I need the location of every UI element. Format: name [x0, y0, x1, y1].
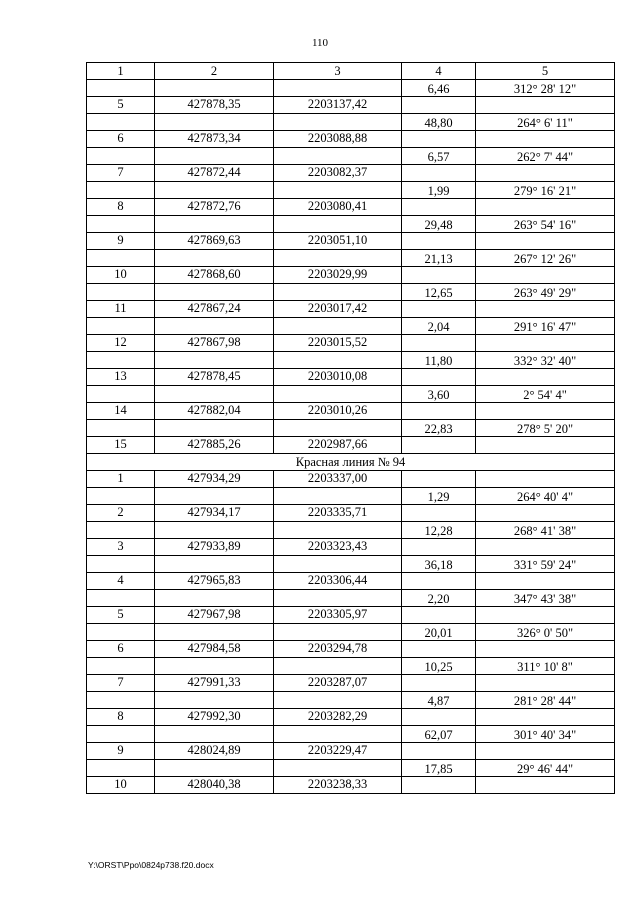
cell-y-coordinate: 2203017,42: [274, 301, 402, 318]
cell-bearing: [476, 301, 615, 318]
cell-distance: [402, 165, 476, 182]
cell-point-number: [87, 318, 155, 335]
cell-x-coordinate: [155, 726, 274, 743]
cell-bearing: [476, 709, 615, 726]
header-col-2: 2: [155, 63, 274, 80]
cell-bearing: [476, 573, 615, 590]
segment-row: [87, 760, 615, 777]
cell-distance: [402, 403, 476, 420]
cell-x-coordinate: [155, 658, 274, 675]
segment-row: [87, 148, 615, 165]
cell-point-number: 2: [87, 505, 155, 522]
cell-point-number: [87, 590, 155, 607]
cell-distance: 12,28: [402, 522, 476, 539]
cell-distance: 2,04: [402, 318, 476, 335]
cell-y-coordinate: 2203238,33: [274, 777, 402, 794]
cell-point-number: [87, 352, 155, 369]
cell-x-coordinate: 427967,98: [155, 607, 274, 624]
cell-point-number: [87, 386, 155, 403]
cell-x-coordinate: 427869,63: [155, 233, 274, 250]
cell-x-coordinate: 427992,30: [155, 709, 274, 726]
segment-row: [87, 284, 615, 301]
cell-point-number: 9: [87, 233, 155, 250]
cell-distance: 29,48: [402, 216, 476, 233]
cell-distance: 22,83: [402, 420, 476, 437]
cell-y-coordinate: 2203080,41: [274, 199, 402, 216]
cell-point-number: 15: [87, 437, 155, 454]
cell-point-number: 10: [87, 777, 155, 794]
cell-y-coordinate: [274, 692, 402, 709]
cell-y-coordinate: [274, 80, 402, 97]
cell-bearing: 263° 54' 16": [476, 216, 615, 233]
cell-distance: 4,87: [402, 692, 476, 709]
cell-distance: [402, 437, 476, 454]
cell-bearing: 331° 59' 24": [476, 556, 615, 573]
cell-bearing: [476, 777, 615, 794]
cell-bearing: 29° 46' 44": [476, 760, 615, 777]
cell-x-coordinate: 427934,29: [155, 471, 274, 488]
cell-distance: [402, 777, 476, 794]
cell-distance: 20,01: [402, 624, 476, 641]
cell-x-coordinate: [155, 182, 274, 199]
cell-bearing: [476, 675, 615, 692]
cell-x-coordinate: 427867,98: [155, 335, 274, 352]
cell-y-coordinate: 2203029,99: [274, 267, 402, 284]
cell-point-number: [87, 726, 155, 743]
cell-point-number: 4: [87, 573, 155, 590]
point-row: [87, 437, 615, 454]
cell-point-number: 6: [87, 131, 155, 148]
point-row: [87, 709, 615, 726]
cell-point-number: 11: [87, 301, 155, 318]
cell-point-number: [87, 250, 155, 267]
segment-row: [87, 488, 615, 505]
cell-x-coordinate: 427965,83: [155, 573, 274, 590]
cell-x-coordinate: [155, 556, 274, 573]
cell-distance: [402, 131, 476, 148]
cell-point-number: 8: [87, 709, 155, 726]
cell-x-coordinate: [155, 352, 274, 369]
cell-point-number: 13: [87, 369, 155, 386]
cell-bearing: 311° 10' 8": [476, 658, 615, 675]
cell-x-coordinate: [155, 386, 274, 403]
segment-row: [87, 250, 615, 267]
cell-bearing: [476, 165, 615, 182]
point-row: [87, 777, 615, 794]
cell-y-coordinate: 2203088,88: [274, 131, 402, 148]
cell-point-number: [87, 80, 155, 97]
cell-point-number: [87, 420, 155, 437]
cell-y-coordinate: 2203305,97: [274, 607, 402, 624]
cell-x-coordinate: 427878,35: [155, 97, 274, 114]
cell-distance: 36,18: [402, 556, 476, 573]
cell-distance: [402, 97, 476, 114]
cell-y-coordinate: 2203082,37: [274, 165, 402, 182]
point-row: [87, 505, 615, 522]
cell-distance: 10,25: [402, 658, 476, 675]
cell-x-coordinate: [155, 284, 274, 301]
cell-bearing: [476, 437, 615, 454]
point-row: [87, 403, 615, 420]
cell-x-coordinate: [155, 692, 274, 709]
cell-distance: 3,60: [402, 386, 476, 403]
cell-y-coordinate: 2203287,07: [274, 675, 402, 692]
segment-row: [87, 692, 615, 709]
cell-y-coordinate: 2203010,08: [274, 369, 402, 386]
cell-point-number: [87, 556, 155, 573]
cell-bearing: 312° 28' 12": [476, 80, 615, 97]
segment-row: [87, 80, 615, 97]
cell-x-coordinate: 427872,44: [155, 165, 274, 182]
cell-point-number: [87, 760, 155, 777]
cell-distance: [402, 607, 476, 624]
cell-y-coordinate: [274, 624, 402, 641]
cell-distance: 1,99: [402, 182, 476, 199]
cell-bearing: 264° 6' 11": [476, 114, 615, 131]
cell-distance: 21,13: [402, 250, 476, 267]
segment-row: [87, 590, 615, 607]
cell-x-coordinate: [155, 760, 274, 777]
cell-y-coordinate: 2203282,29: [274, 709, 402, 726]
segment-row: [87, 420, 615, 437]
cell-y-coordinate: 2203051,10: [274, 233, 402, 250]
cell-distance: 62,07: [402, 726, 476, 743]
cell-x-coordinate: 428024,89: [155, 743, 274, 760]
cell-bearing: 281° 28' 44": [476, 692, 615, 709]
cell-x-coordinate: 427872,76: [155, 199, 274, 216]
page-number: 110: [311, 37, 329, 49]
cell-bearing: [476, 607, 615, 624]
cell-y-coordinate: [274, 420, 402, 437]
cell-bearing: [476, 369, 615, 386]
cell-point-number: 1: [87, 471, 155, 488]
segment-row: [87, 114, 615, 131]
cell-distance: [402, 709, 476, 726]
cell-bearing: 267° 12' 26": [476, 250, 615, 267]
cell-distance: [402, 267, 476, 284]
cell-point-number: 6: [87, 641, 155, 658]
cell-x-coordinate: [155, 216, 274, 233]
cell-distance: [402, 335, 476, 352]
point-row: [87, 369, 615, 386]
cell-distance: 1,29: [402, 488, 476, 505]
point-row: [87, 301, 615, 318]
point-row: [87, 131, 615, 148]
cell-x-coordinate: [155, 420, 274, 437]
cell-distance: [402, 505, 476, 522]
cell-point-number: [87, 216, 155, 233]
cell-y-coordinate: 2203306,44: [274, 573, 402, 590]
cell-point-number: [87, 488, 155, 505]
file-path-footer: Y:\ORST\Ppo\0824p738.f20.docx: [88, 860, 214, 870]
cell-point-number: 7: [87, 675, 155, 692]
cell-distance: [402, 539, 476, 556]
header-col-3: 3: [274, 63, 402, 80]
cell-y-coordinate: 2203337,00: [274, 471, 402, 488]
cell-y-coordinate: [274, 386, 402, 403]
cell-x-coordinate: [155, 624, 274, 641]
cell-y-coordinate: [274, 488, 402, 505]
cell-y-coordinate: [274, 658, 402, 675]
cell-point-number: 5: [87, 607, 155, 624]
cell-y-coordinate: 2203137,42: [274, 97, 402, 114]
cell-distance: 12,65: [402, 284, 476, 301]
cell-y-coordinate: [274, 216, 402, 233]
cell-bearing: [476, 131, 615, 148]
segment-row: [87, 726, 615, 743]
point-row: [87, 267, 615, 284]
cell-point-number: 8: [87, 199, 155, 216]
cell-y-coordinate: [274, 284, 402, 301]
cell-bearing: [476, 199, 615, 216]
cell-point-number: 10: [87, 267, 155, 284]
cell-x-coordinate: [155, 80, 274, 97]
point-row: [87, 233, 615, 250]
cell-y-coordinate: [274, 590, 402, 607]
cell-x-coordinate: 428040,38: [155, 777, 274, 794]
cell-point-number: [87, 522, 155, 539]
cell-distance: 6,57: [402, 148, 476, 165]
cell-x-coordinate: 427991,33: [155, 675, 274, 692]
cell-bearing: 2° 54' 4": [476, 386, 615, 403]
cell-distance: 2,20: [402, 590, 476, 607]
cell-point-number: 3: [87, 539, 155, 556]
cell-bearing: [476, 403, 615, 420]
cell-distance: 48,80: [402, 114, 476, 131]
table-body: [87, 80, 615, 794]
segment-row: [87, 624, 615, 641]
cell-bearing: [476, 97, 615, 114]
cell-point-number: 7: [87, 165, 155, 182]
cell-y-coordinate: [274, 148, 402, 165]
cell-bearing: [476, 267, 615, 284]
cell-distance: [402, 369, 476, 386]
cell-distance: [402, 233, 476, 250]
cell-x-coordinate: 427873,34: [155, 131, 274, 148]
cell-y-coordinate: 2203323,43: [274, 539, 402, 556]
cell-bearing: 263° 49' 29": [476, 284, 615, 301]
point-row: [87, 335, 615, 352]
cell-x-coordinate: 427867,24: [155, 301, 274, 318]
cell-bearing: [476, 641, 615, 658]
segment-row: [87, 522, 615, 539]
cell-y-coordinate: [274, 114, 402, 131]
cell-distance: 11,80: [402, 352, 476, 369]
cell-x-coordinate: 427933,89: [155, 539, 274, 556]
cell-bearing: 279° 16' 21": [476, 182, 615, 199]
cell-x-coordinate: 427878,45: [155, 369, 274, 386]
cell-point-number: [87, 148, 155, 165]
cell-point-number: 14: [87, 403, 155, 420]
cell-point-number: [87, 182, 155, 199]
cell-bearing: 301° 40' 34": [476, 726, 615, 743]
cell-x-coordinate: 427882,04: [155, 403, 274, 420]
cell-y-coordinate: 2202987,66: [274, 437, 402, 454]
cell-bearing: [476, 471, 615, 488]
point-row: [87, 573, 615, 590]
point-row: [87, 539, 615, 556]
cell-point-number: 9: [87, 743, 155, 760]
header-col-1: 1: [87, 63, 155, 80]
cell-point-number: 5: [87, 97, 155, 114]
segment-row: [87, 556, 615, 573]
cell-distance: [402, 301, 476, 318]
cell-bearing: 268° 41' 38": [476, 522, 615, 539]
section-title: Красная линия № 94: [87, 454, 615, 471]
cell-y-coordinate: 2203335,71: [274, 505, 402, 522]
cell-y-coordinate: [274, 250, 402, 267]
cell-x-coordinate: [155, 522, 274, 539]
cell-bearing: 278° 5' 20": [476, 420, 615, 437]
cell-y-coordinate: 2203010,26: [274, 403, 402, 420]
cell-distance: [402, 199, 476, 216]
cell-bearing: 326° 0' 50": [476, 624, 615, 641]
cell-distance: 6,46: [402, 80, 476, 97]
section-header-row: [87, 454, 615, 471]
cell-y-coordinate: [274, 556, 402, 573]
cell-bearing: 347° 43' 38": [476, 590, 615, 607]
cell-x-coordinate: [155, 114, 274, 131]
cell-point-number: 12: [87, 335, 155, 352]
cell-point-number: [87, 692, 155, 709]
segment-row: [87, 658, 615, 675]
cell-y-coordinate: [274, 726, 402, 743]
cell-x-coordinate: [155, 250, 274, 267]
cell-bearing: [476, 505, 615, 522]
point-row: [87, 165, 615, 182]
segment-row: [87, 386, 615, 403]
cell-bearing: [476, 233, 615, 250]
cell-bearing: [476, 335, 615, 352]
cell-distance: [402, 641, 476, 658]
cell-x-coordinate: [155, 318, 274, 335]
point-row: [87, 471, 615, 488]
segment-row: [87, 318, 615, 335]
point-row: [87, 675, 615, 692]
cell-x-coordinate: 427934,17: [155, 505, 274, 522]
cell-bearing: [476, 743, 615, 760]
cell-distance: 17,85: [402, 760, 476, 777]
cell-bearing: [476, 539, 615, 556]
cell-y-coordinate: [274, 352, 402, 369]
cell-y-coordinate: 2203015,52: [274, 335, 402, 352]
segment-row: [87, 182, 615, 199]
cell-distance: [402, 471, 476, 488]
coordinates-table: [86, 62, 615, 794]
cell-point-number: [87, 114, 155, 131]
cell-distance: [402, 743, 476, 760]
cell-x-coordinate: 427984,58: [155, 641, 274, 658]
cell-y-coordinate: [274, 318, 402, 335]
point-row: [87, 607, 615, 624]
cell-point-number: [87, 624, 155, 641]
point-row: [87, 199, 615, 216]
cell-bearing: 332° 32' 40": [476, 352, 615, 369]
cell-bearing: 264° 40' 4": [476, 488, 615, 505]
cell-bearing: 262° 7' 44": [476, 148, 615, 165]
cell-y-coordinate: 2203294,78: [274, 641, 402, 658]
cell-distance: [402, 573, 476, 590]
cell-y-coordinate: [274, 182, 402, 199]
cell-x-coordinate: [155, 148, 274, 165]
cell-y-coordinate: [274, 760, 402, 777]
cell-bearing: 291° 16' 47": [476, 318, 615, 335]
point-row: [87, 97, 615, 114]
cell-x-coordinate: [155, 590, 274, 607]
cell-x-coordinate: 427868,60: [155, 267, 274, 284]
cell-x-coordinate: [155, 488, 274, 505]
cell-point-number: [87, 658, 155, 675]
cell-y-coordinate: 2203229,47: [274, 743, 402, 760]
header-col-4: 4: [402, 63, 476, 80]
segment-row: [87, 352, 615, 369]
cell-y-coordinate: [274, 522, 402, 539]
cell-point-number: [87, 284, 155, 301]
header-col-5: 5: [476, 63, 615, 80]
cell-x-coordinate: 427885,26: [155, 437, 274, 454]
cell-distance: [402, 675, 476, 692]
table-header-row: [87, 63, 615, 80]
point-row: [87, 641, 615, 658]
point-row: [87, 743, 615, 760]
segment-row: [87, 216, 615, 233]
